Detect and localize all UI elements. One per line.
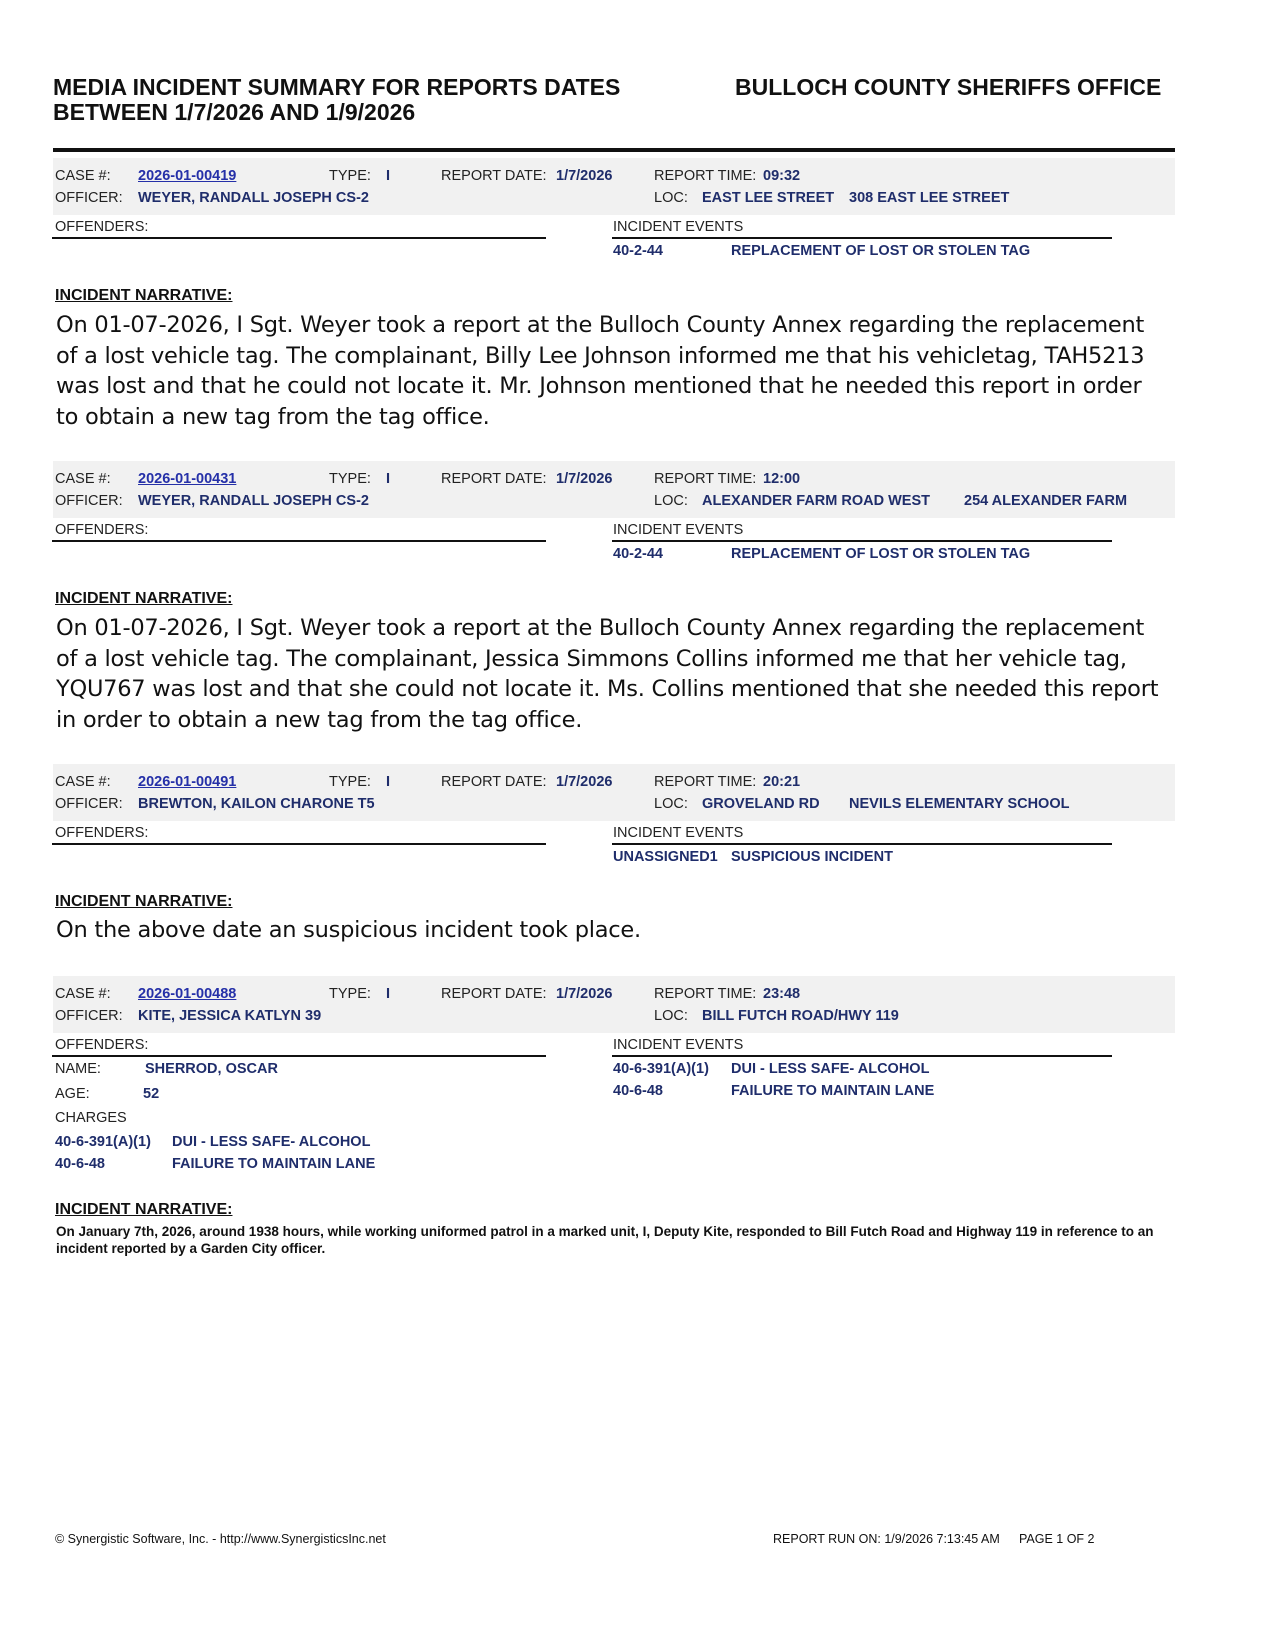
- case-info-band: [53, 461, 1175, 518]
- officer-label: OFFICER:: [55, 796, 123, 812]
- type-value: I: [386, 471, 391, 487]
- case-label: CASE #:: [55, 986, 111, 1002]
- report-time-label: REPORT TIME:: [654, 986, 757, 1002]
- narrative-text: On 01-07-2026, I Sgt. Weyer took a report at the Bulloch County Annex regarding the replacement of a lost vehicle tag. The complainant, Billy Lee Johnson informed me that his vehicletag, TAH5213 was lost and that he could not locate it. Mr. Johnson mentioned that he needed this report in order to obtain a new tag from the tag office.: [56, 312, 1145, 430]
- case-label: CASE #:: [55, 471, 111, 487]
- narrative-heading: INCIDENT NARRATIVE:: [55, 1201, 233, 1218]
- type-label: TYPE:: [329, 168, 371, 184]
- charge-code: 40-6-391(A)(1): [55, 1134, 151, 1150]
- case-number-link[interactable]: 2026-01-00491: [138, 774, 237, 790]
- report-title-line1: MEDIA INCIDENT SUMMARY FOR REPORTS DATES: [53, 74, 621, 100]
- footer-copyright: © Synergistic Software, Inc. - http://www.SynergisticsInc.net: [55, 1532, 386, 1546]
- type-value: I: [386, 986, 391, 1002]
- events-underline: [612, 237, 1112, 239]
- case-number-link[interactable]: 2026-01-00431: [138, 471, 237, 487]
- narrative-heading: INCIDENT NARRATIVE:: [55, 287, 233, 304]
- footer-run-on: REPORT RUN ON: 1/9/2026 7:13:45 AM: [773, 1532, 1000, 1546]
- loc-label: LOC:: [654, 1008, 688, 1024]
- loc-address: NEVILS ELEMENTARY SCHOOL: [849, 796, 1070, 812]
- offender-name: SHERROD, OSCAR: [145, 1061, 278, 1077]
- offenders-underline: [52, 843, 546, 845]
- header-divider: [53, 148, 1175, 152]
- charge-code: 40-6-48: [55, 1156, 105, 1172]
- event-code: 40-2-44: [613, 546, 663, 562]
- report-date-label: REPORT DATE:: [441, 986, 547, 1002]
- report-time-value: 09:32: [763, 168, 801, 184]
- case-info-band: [53, 158, 1175, 215]
- agency-name: BULLOCH COUNTY SHERIFFS OFFICE: [735, 74, 1162, 100]
- report-time-label: REPORT TIME:: [654, 471, 757, 487]
- offenders-underline: [52, 540, 546, 542]
- case-info-band: [53, 764, 1175, 821]
- report-date-value: 1/7/2026: [556, 986, 613, 1002]
- case-label: CASE #:: [55, 168, 111, 184]
- events-underline: [612, 843, 1112, 845]
- offenders-underline: [52, 237, 546, 239]
- offenders-label: OFFENDERS:: [55, 1037, 149, 1053]
- event-description: SUSPICIOUS INCIDENT: [731, 849, 893, 865]
- events-underline: [612, 540, 1112, 542]
- case-number-link[interactable]: 2026-01-00419: [138, 168, 237, 184]
- report-date-value: 1/7/2026: [556, 774, 613, 790]
- narrative-text: On 01-07-2026, I Sgt. Weyer took a report at the Bulloch County Annex regarding the replacement of a lost vehicle tag. The complainant, Jessica Simmons Collins informed me that her vehicle tag, YQU767 was lost and that she could not locate it. Ms. Collins mentioned that she needed this report in order to obtain a new tag from the tag office.: [56, 615, 1159, 733]
- incident-events-label: INCIDENT EVENTS: [613, 219, 744, 235]
- charge-description: DUI - LESS SAFE- ALCOHOL: [172, 1134, 371, 1150]
- officer-value: WEYER, RANDALL JOSEPH CS-2: [138, 493, 369, 509]
- officer-label: OFFICER:: [55, 493, 123, 509]
- loc-street: GROVELAND RD: [702, 796, 820, 812]
- case-label: CASE #:: [55, 774, 111, 790]
- report-date-label: REPORT DATE:: [441, 774, 547, 790]
- report-time-label: REPORT TIME:: [654, 168, 757, 184]
- type-label: TYPE:: [329, 774, 371, 790]
- report-time-label: REPORT TIME:: [654, 774, 757, 790]
- loc-address: 254 ALEXANDER FARM: [964, 493, 1128, 509]
- report-date-label: REPORT DATE:: [441, 168, 547, 184]
- loc-label: LOC:: [654, 493, 688, 509]
- event-description: REPLACEMENT OF LOST OR STOLEN TAG: [731, 243, 1031, 259]
- charge-description: FAILURE TO MAINTAIN LANE: [172, 1156, 376, 1172]
- report-date-label: REPORT DATE:: [441, 471, 547, 487]
- type-label: TYPE:: [329, 471, 371, 487]
- report-title-line2: BETWEEN 1/7/2026 AND 1/9/2026: [53, 99, 416, 125]
- narrative-text: On January 7th, 2026, around 1938 hours, while working uniformed patrol in a marked unit, I, Deputy Kite, responded to Bill Futch Road and Highway 119 in reference to an incident reported by a Garden City officer.: [56, 1224, 1154, 1256]
- report-time-value: 23:48: [763, 986, 801, 1002]
- offenders-label: OFFENDERS:: [55, 522, 149, 538]
- officer-value: KITE, JESSICA KATLYN 39: [138, 1008, 322, 1024]
- report-date-value: 1/7/2026: [556, 471, 613, 487]
- incident-events-label: INCIDENT EVENTS: [613, 825, 744, 841]
- charges-label: CHARGES: [55, 1110, 127, 1126]
- narrative-heading: INCIDENT NARRATIVE:: [55, 893, 233, 910]
- report-time-value: 12:00: [763, 471, 801, 487]
- officer-label: OFFICER:: [55, 1008, 123, 1024]
- offender-name-label: NAME:: [55, 1061, 101, 1077]
- event-code: UNASSIGNED1: [613, 849, 718, 865]
- case-info-band: [53, 976, 1175, 1033]
- event-code: 40-6-48: [613, 1083, 663, 1099]
- event-code: 40-2-44: [613, 243, 663, 259]
- event-description: DUI - LESS SAFE- ALCOHOL: [731, 1061, 930, 1077]
- report-date-value: 1/7/2026: [556, 168, 613, 184]
- loc-street: EAST LEE STREET: [702, 190, 835, 206]
- type-value: I: [386, 168, 391, 184]
- case-number-link[interactable]: 2026-01-00488: [138, 986, 237, 1002]
- incident-events-label: INCIDENT EVENTS: [613, 1037, 744, 1053]
- event-description: REPLACEMENT OF LOST OR STOLEN TAG: [731, 546, 1031, 562]
- narrative-text: On the above date an suspicious incident took place.: [56, 917, 641, 943]
- narrative-heading: INCIDENT NARRATIVE:: [55, 590, 233, 607]
- event-description: FAILURE TO MAINTAIN LANE: [731, 1083, 935, 1099]
- officer-label: OFFICER:: [55, 190, 123, 206]
- offenders-label: OFFENDERS:: [55, 219, 149, 235]
- offender-age: 52: [143, 1086, 160, 1102]
- loc-street: ALEXANDER FARM ROAD WEST: [702, 493, 930, 509]
- footer-page-number: PAGE 1 OF 2: [1019, 1532, 1095, 1546]
- officer-value: BREWTON, KAILON CHARONE T5: [138, 796, 375, 812]
- type-label: TYPE:: [329, 986, 371, 1002]
- events-underline: [612, 1055, 1112, 1057]
- event-code: 40-6-391(A)(1): [613, 1061, 709, 1077]
- loc-street: BILL FUTCH ROAD/HWY 119: [702, 1008, 899, 1024]
- report-time-value: 20:21: [763, 774, 801, 790]
- type-value: I: [386, 774, 391, 790]
- loc-label: LOC:: [654, 796, 688, 812]
- incident-events-label: INCIDENT EVENTS: [613, 522, 744, 538]
- offenders-label: OFFENDERS:: [55, 825, 149, 841]
- offenders-underline: [52, 1055, 546, 1057]
- loc-address: 308 EAST LEE STREET: [849, 190, 1010, 206]
- loc-label: LOC:: [654, 190, 688, 206]
- offender-age-label: AGE:: [55, 1086, 90, 1102]
- officer-value: WEYER, RANDALL JOSEPH CS-2: [138, 190, 369, 206]
